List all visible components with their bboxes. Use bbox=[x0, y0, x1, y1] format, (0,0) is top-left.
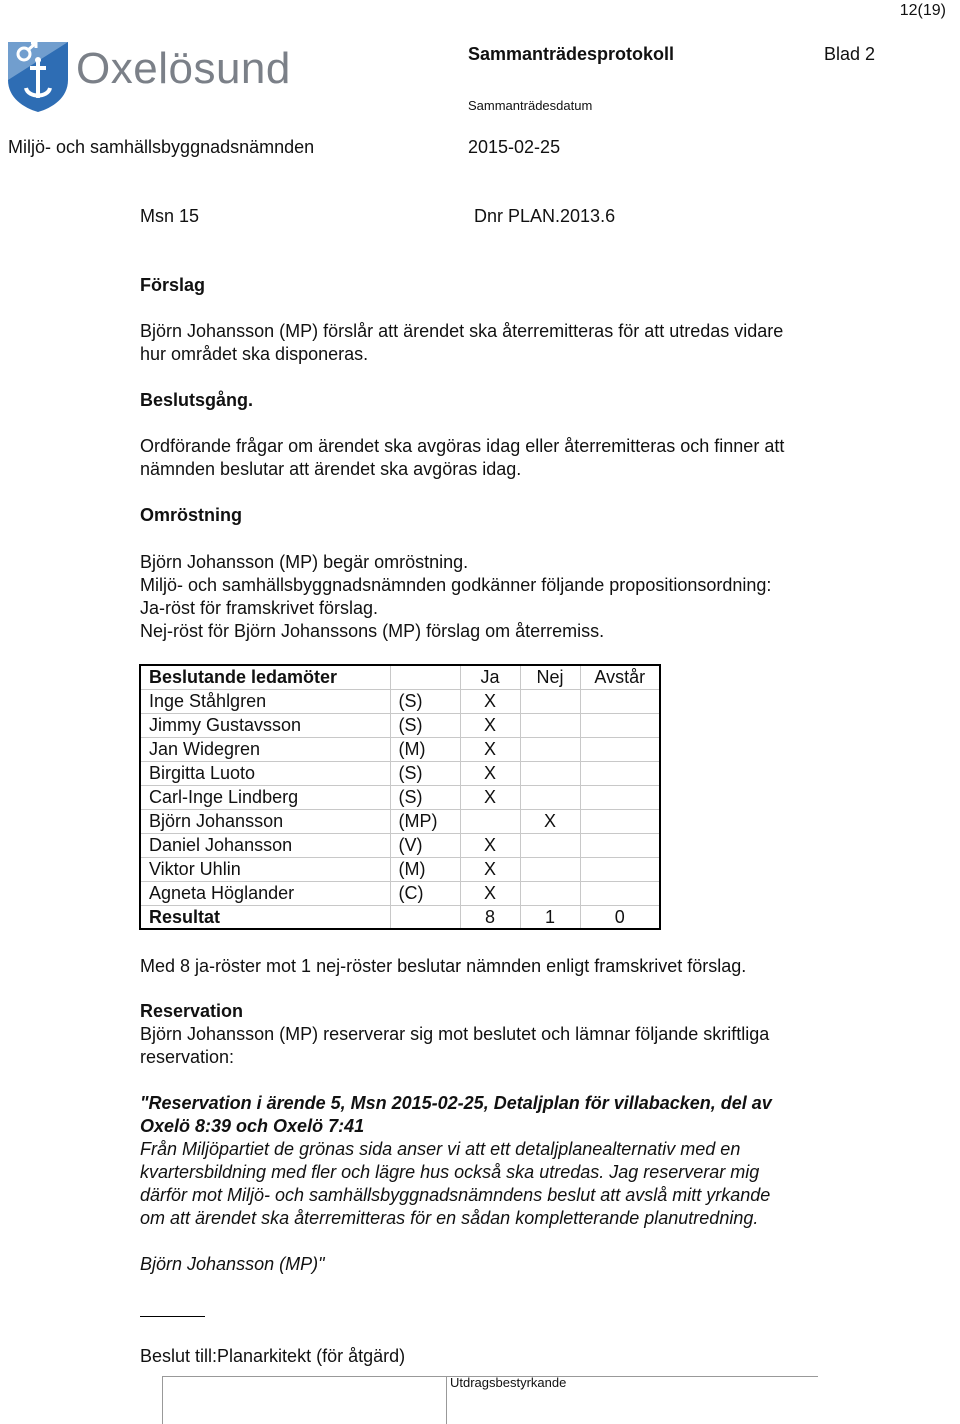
member-name: Björn Johansson bbox=[140, 809, 390, 833]
vote-nej: X bbox=[520, 809, 580, 833]
vote-avstar bbox=[580, 833, 660, 857]
member-name: Jimmy Gustavsson bbox=[140, 713, 390, 737]
header-members: Beslutande ledamöter bbox=[140, 665, 390, 689]
reservation-title: Oxelö 8:39 och Oxelö 7:41 bbox=[140, 1116, 365, 1136]
table-row bbox=[140, 761, 660, 785]
utdragsbestyrkande-label: Utdragsbestyrkande bbox=[450, 1375, 567, 1390]
vote-avstar bbox=[580, 881, 660, 905]
outcome-text: Med 8 ja-röster mot 1 nej-röster beslutar nämnden enligt framskrivet förslag. bbox=[140, 956, 747, 976]
beslut-till: Beslut till:Planarkitekt (för åtgärd) bbox=[140, 1346, 406, 1366]
beslutsgang-heading: Beslutsgång. bbox=[140, 390, 254, 410]
vote-nej bbox=[520, 761, 580, 785]
member-party: (S) bbox=[390, 785, 460, 809]
beslutsgang-line: Ordförande frågar om ärendet ska avgöras idag eller återremitteras och finner att bbox=[140, 436, 785, 456]
result-nej: 1 bbox=[520, 905, 580, 929]
municipality-logo bbox=[6, 40, 326, 116]
member-party: (M) bbox=[390, 857, 460, 881]
vote-ja: X bbox=[460, 737, 520, 761]
sheet-number: Blad 2 bbox=[824, 44, 876, 64]
coat-of-arms-icon bbox=[6, 40, 70, 114]
member-name: Daniel Johansson bbox=[140, 833, 390, 857]
vote-nej bbox=[520, 881, 580, 905]
vote-avstar bbox=[580, 761, 660, 785]
vote-ja: X bbox=[460, 857, 520, 881]
page-number: 12(19) bbox=[899, 2, 946, 19]
member-party: (S) bbox=[390, 689, 460, 713]
result-label: Resultat bbox=[140, 905, 390, 929]
forslag-line: Björn Johansson (MP) förslår att ärendet ska återremitteras för att utredas vidare bbox=[140, 321, 784, 341]
table-row bbox=[140, 833, 660, 857]
vote-ja: X bbox=[460, 689, 520, 713]
vote-ja bbox=[460, 809, 520, 833]
table-row bbox=[140, 737, 660, 761]
vote-nej bbox=[520, 689, 580, 713]
reservation-line: reservation: bbox=[140, 1047, 235, 1067]
vote-table bbox=[139, 664, 661, 930]
separator-line bbox=[140, 1316, 205, 1317]
member-party: (S) bbox=[390, 713, 460, 737]
omrostning-line: Björn Johansson (MP) begär omröstning. bbox=[140, 552, 469, 572]
vote-nej bbox=[520, 713, 580, 737]
vote-avstar bbox=[580, 689, 660, 713]
member-party: (C) bbox=[390, 881, 460, 905]
member-party: (MP) bbox=[390, 809, 460, 833]
member-name: Birgitta Luoto bbox=[140, 761, 390, 785]
vote-ja: X bbox=[460, 713, 520, 737]
result-avstar: 0 bbox=[580, 905, 660, 929]
member-name: Viktor Uhlin bbox=[140, 857, 390, 881]
vote-avstar bbox=[580, 737, 660, 761]
vote-ja: X bbox=[460, 833, 520, 857]
member-name: Agneta Höglander bbox=[140, 881, 390, 905]
vote-table-header bbox=[140, 665, 660, 689]
member-name: Jan Widegren bbox=[140, 737, 390, 761]
result-party-cell bbox=[390, 905, 460, 929]
vote-avstar bbox=[580, 785, 660, 809]
forslag-line: hur området ska disponeras. bbox=[140, 344, 369, 364]
reservation-body-line: kvartersbildning med fler och lägre hus också ska utredas. Jag reserverar mig bbox=[140, 1162, 760, 1182]
header-ja: Ja bbox=[460, 665, 520, 689]
table-row bbox=[140, 689, 660, 713]
case-dnr: Dnr PLAN.2013.6 bbox=[474, 206, 616, 226]
header-nej: Nej bbox=[520, 665, 580, 689]
footer-divider bbox=[446, 1376, 447, 1424]
omrostning-line: Miljö- och samhällsbyggnadsnämnden godkänner följande propositionsordning: bbox=[140, 575, 772, 595]
committee-name: Miljö- och samhällsbyggnadsnämnden bbox=[8, 137, 315, 157]
vote-avstar bbox=[580, 809, 660, 833]
meeting-date-label: Sammanträdesdatum bbox=[468, 98, 593, 113]
result-ja: 8 bbox=[460, 905, 520, 929]
result-row bbox=[140, 905, 660, 929]
forslag-heading: Förslag bbox=[140, 275, 206, 295]
beslutsgang-line: nämnden beslutar att ärendet ska avgöras idag. bbox=[140, 459, 522, 479]
vote-ja: X bbox=[460, 881, 520, 905]
member-name: Inge Ståhlgren bbox=[140, 689, 390, 713]
reservation-heading: Reservation bbox=[140, 1001, 244, 1021]
logo-wordmark: Oxelösund bbox=[76, 44, 291, 93]
table-row bbox=[140, 857, 660, 881]
case-msn: Msn 15 bbox=[140, 206, 200, 226]
member-party: (S) bbox=[390, 761, 460, 785]
member-party: (V) bbox=[390, 833, 460, 857]
header-party bbox=[390, 665, 460, 689]
vote-nej bbox=[520, 785, 580, 809]
vote-nej bbox=[520, 737, 580, 761]
header-avstar: Avstår bbox=[580, 665, 660, 689]
vote-avstar bbox=[580, 713, 660, 737]
table-row bbox=[140, 809, 660, 833]
reservation-body-line: om att ärendet ska återremitteras för en sådan kompletterande planutredning. bbox=[140, 1208, 759, 1228]
meeting-date: 2015-02-25 bbox=[468, 137, 561, 157]
reservation-line: Björn Johansson (MP) reserverar sig mot beslutet och lämnar följande skriftliga bbox=[140, 1024, 770, 1044]
vote-ja: X bbox=[460, 785, 520, 809]
table-row bbox=[140, 713, 660, 737]
omrostning-heading: Omröstning bbox=[140, 505, 242, 525]
member-name: Carl-Inge Lindberg bbox=[140, 785, 390, 809]
reservation-body-line: därför mot Miljö- och samhällsbyggnadsnämndens beslut att avslå mitt yrkande bbox=[140, 1185, 771, 1205]
document-type: Sammanträdesprotokoll bbox=[468, 44, 675, 64]
table-row bbox=[140, 881, 660, 905]
omrostning-line: Ja-röst för framskrivet förslag. bbox=[140, 598, 379, 618]
reservation-title: "Reservation i ärende 5, Msn 2015-02-25, Detaljplan för villabacken, del av bbox=[140, 1093, 772, 1113]
vote-nej bbox=[520, 833, 580, 857]
vote-avstar bbox=[580, 857, 660, 881]
omrostning-line: Nej-röst för Björn Johanssons (MP) förslag om återremiss. bbox=[140, 621, 605, 641]
vote-nej bbox=[520, 857, 580, 881]
reservation-signature: Björn Johansson (MP)" bbox=[140, 1254, 325, 1274]
footer-divider bbox=[162, 1376, 163, 1424]
member-party: (M) bbox=[390, 737, 460, 761]
vote-ja: X bbox=[460, 761, 520, 785]
reservation-body-line: Från Miljöpartiet de grönas sida anser vi att ett detaljplanealternativ med en bbox=[140, 1139, 741, 1159]
table-row bbox=[140, 785, 660, 809]
